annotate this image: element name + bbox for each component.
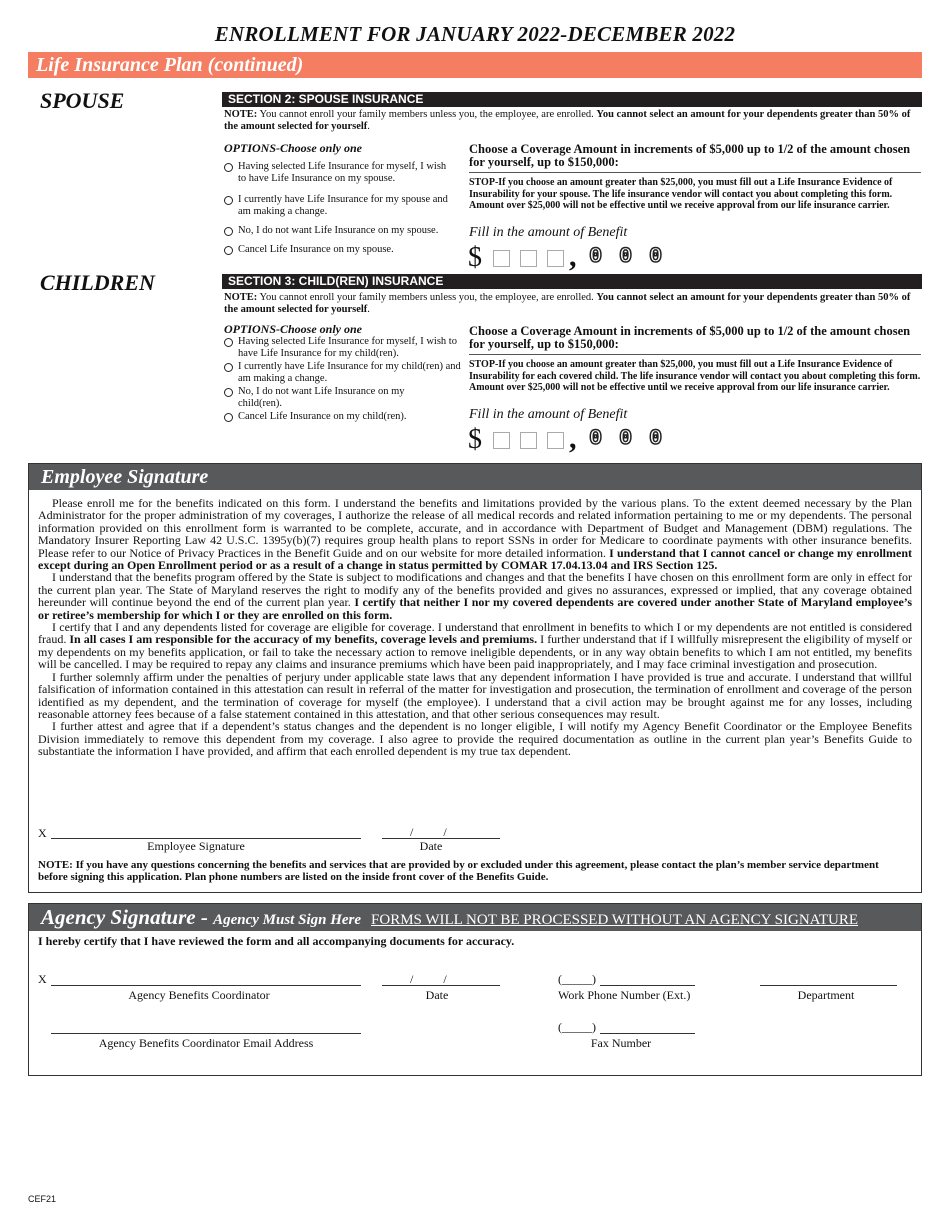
agency-signature-heading-bar <box>29 904 921 931</box>
children-stop-text: STOP-If you choose an amount greater than $25,000, you must fill out a Life Insurance Evidence of Insurability for each covered child. The life insurance vendor will contact you about completing this form. Amount over $25,000 will not be effective until we receive approval from our life insurance carrier. <box>469 359 921 393</box>
phone-paren: (_____) <box>558 972 596 986</box>
radio-icon[interactable] <box>224 338 233 347</box>
radio-icon[interactable] <box>224 388 233 397</box>
fax-paren: (_____) <box>558 1020 596 1034</box>
page-title: ENROLLMENT FOR JANUARY 2022-DECEMBER 2022 <box>214 22 736 46</box>
children-choose-text: Choose a Coverage Amount in increments of $5,000 up to 1/2 of the amount chosen for yourself, up to $150,000: <box>469 325 921 355</box>
employee-attestation-text <box>38 497 912 758</box>
spouse-option-4[interactable] <box>222 244 454 256</box>
zero-digit: 0 <box>589 426 603 451</box>
agency-subheading: Agency Must Sign Here <box>213 912 362 928</box>
digit-box[interactable] <box>520 432 537 449</box>
paragraph-bold: I understand that I cannot cancel or change my enrollment except during an Open Enrollment period or as a result of a change in status permitted by COMAR 17.04.13.04 and IRS Section 125. <box>38 545 912 573</box>
spouse-section-bar: SECTION 2: SPOUSE INSURANCE <box>222 92 922 107</box>
children-option-4[interactable] <box>222 411 462 423</box>
employee-x-mark: X <box>38 826 47 840</box>
radio-icon[interactable] <box>224 246 233 255</box>
comma: , <box>569 422 577 455</box>
children-benefit-amount <box>468 422 678 455</box>
paragraph-text: Please enroll me for the benefits indicated on this form. I understand the benefits and limitations provided by the various plans. To the extent deemed necessary by the Plan Administrator for the proper administration of my coverages, I authorize the release of all medical records and related information pertaining to me or my dependents. The personal information provided on this enrollment form is warranted to be complete, accurate, and in accordance with Department of Budget and Management (DBM) regulations. The Mandatory Insurer Reporting Law 42 U.S.C. 1395y(b)(7) requires group health plans to report SSNs in order for Medicare to coordinate payments with other insurance benefits. Please refer to our Notice of Privacy Practices in the Benefit Guide and on our website for more detailed information. <box>38 496 912 560</box>
zero-digit: 0 <box>649 244 663 269</box>
option-label: I currently have Life Insurance for my spouse and am making a change. <box>238 194 448 217</box>
note-label: NOTE: <box>224 109 258 120</box>
radio-icon[interactable] <box>224 196 233 205</box>
children-option-2[interactable] <box>222 361 462 385</box>
children-section-bar: SECTION 3: CHILD(REN) INSURANCE <box>222 274 922 289</box>
note-text: You cannot enroll your family members unless you, the employee, are enrolled. <box>257 292 597 303</box>
option-label: No, I do not want Life Insurance on my spouse. <box>238 225 439 236</box>
spouse-option-3[interactable] <box>222 225 454 237</box>
spouse-choose-text: Choose a Coverage Amount in increments of $5,000 up to 1/2 of the amount chosen for yourself, up to $150,000: <box>469 143 921 173</box>
spouse-option-1[interactable] <box>222 161 454 185</box>
agency-coordinator-line[interactable] <box>51 975 361 986</box>
radio-icon[interactable] <box>224 363 233 372</box>
employee-signature-heading: Employee Signature <box>29 464 921 490</box>
employee-signature-line[interactable] <box>51 828 361 839</box>
paragraph <box>38 671 912 721</box>
coordinator-email-line[interactable] <box>51 1023 361 1034</box>
paragraph <box>38 621 912 671</box>
fax-number-caption: Fax Number <box>590 1036 652 1050</box>
fax-number-line[interactable] <box>600 1023 695 1034</box>
children-option-3[interactable] <box>222 386 442 410</box>
radio-icon[interactable] <box>224 413 233 422</box>
employee-date-caption: Date <box>419 839 443 853</box>
note-label: NOTE: <box>224 292 258 303</box>
date-slashes: / / <box>410 825 447 839</box>
spouse-fill-label: Fill in the amount of Benefit <box>469 225 628 240</box>
paragraph <box>38 571 912 621</box>
agency-x-mark: X <box>38 972 47 986</box>
employee-note: NOTE: If you have any questions concerning the benefits and services that are provided by or excluded under this agreement, please contact the plan’s member service department before signing this application. Plan phone numbers are listed on the inside front cover of the Benefits Guide. <box>38 859 879 883</box>
spouse-stop-text: STOP-If you choose an amount greater than $25,000, you must fill out a Life Insurance Evidence of Insurability for your spouse. The life insurance vendor will contact you about completing this form. Amount over $25,000 will not be effective until we receive approval from our life insurance carrier. <box>469 177 893 211</box>
agency-warning: FORMS WILL NOT BE PROCESSED WITHOUT AN AGENCY SIGNATURE <box>371 912 859 928</box>
paragraph-bold: In all cases I am responsible for the accuracy of my benefits, coverage levels and premiums. <box>66 632 538 647</box>
note-bold: You cannot select an amount for your dependents greater than 50% of the amount selected for yourself <box>224 292 911 315</box>
agency-coordinator-caption: Agency Benefits Coordinator <box>128 988 270 1002</box>
agency-heading: Agency Signature - <box>41 905 214 929</box>
option-label: Cancel Life Insurance on my child(ren). <box>238 411 407 422</box>
paragraph-text: I further solemnly affirm under the penalties of perjury under applicable state laws that any dependent information I have provided is true and accurate. I understand that willful falsification of information contained in this attestation can result in referral of the matter for investigation and prosecution, the termination of enrollment and coverage of the person identified as my dependent, and the termination of coverage for myself (the employee). I understand that a civil action may be brought against me for any losses, including reasonable attorney fees because of a false statement contained in this attestation, and that other serious consequences may result. <box>38 669 912 721</box>
digit-box[interactable] <box>547 250 564 267</box>
digit-box[interactable] <box>493 432 510 449</box>
plan-banner: Life Insurance Plan (continued) <box>28 52 922 78</box>
paragraph <box>38 720 912 757</box>
form-code: CEF21 <box>28 1194 57 1204</box>
digit-box[interactable] <box>520 250 537 267</box>
children-note <box>224 292 918 316</box>
digit-box[interactable] <box>547 432 564 449</box>
dollar-sign: $ <box>468 424 482 455</box>
department-caption: Department <box>797 988 855 1002</box>
zero-digit: 0 <box>619 426 633 451</box>
paragraph-text: I understand that the benefits program offered by the State is subject to modifications and changes and that the benefits I have chosen on this enrollment form are only in effect for the current plan year. The State of Maryland reserves the right to modify any of the benefits provided and gives no assurances, expressed or implied, that any coverage obtained hereunder will continue beyond the end of the current plan year. <box>38 570 912 610</box>
paragraph-bold: I certify that neither I nor my covered dependents are covered under another State of Maryland employee’s or retiree’s membership for which I or they are enrolled on this form. <box>38 595 912 622</box>
date-slashes: / / <box>410 972 447 986</box>
zero-digit: 0 <box>589 244 603 269</box>
agency-date-caption: Date <box>425 988 449 1002</box>
paragraph-text: I certify that I and any dependents listed for coverage are eligible for coverage. I understand that enrollment in benefits to which I or my dependents are not entitled is considered fraud. <box>38 620 912 647</box>
department-line[interactable] <box>760 975 897 986</box>
spouse-benefit-amount <box>468 240 678 273</box>
radio-icon[interactable] <box>224 227 233 236</box>
note-text: You cannot enroll your family members unless you, the employee, are enrolled. <box>257 109 597 120</box>
option-label: Having selected Life Insurance for myself, I wish to have Life Insurance for my child(ren). <box>238 336 457 359</box>
option-label: I currently have Life Insurance for my child(ren) and am making a change. <box>238 361 461 384</box>
spouse-label: SPOUSE <box>40 88 125 113</box>
zero-digit: 0 <box>649 426 663 451</box>
option-label: No, I do not want Life Insurance on my child(ren). <box>238 386 405 409</box>
zero-digit: 0 <box>619 244 633 269</box>
option-label: Having selected Life Insurance for myself, I wish to have Life Insurance on my spouse. <box>238 161 447 184</box>
spouse-note <box>224 109 918 133</box>
comma: , <box>569 240 577 273</box>
agency-certify-text: I hereby certify that I have reviewed the form and all accompanying documents for accuracy. <box>38 934 515 948</box>
work-phone-caption: Work Phone Number (Ext.) <box>558 988 691 1002</box>
option-label: Cancel Life Insurance on my spouse. <box>238 244 394 255</box>
children-fill-label: Fill in the amount of Benefit <box>469 407 628 422</box>
note-end: . <box>367 304 370 315</box>
paragraph-text: I further attest and agree that if a dependent’s status changes and the dependent is no longer eligible, I will notify my Agency Benefit Coordinator or the Employee Benefits Division immediately to remove this dependent from my coverage. I also agree to provide the required documentation as outline in the current plan year’s Benefits Guide to substantiate the information I have provided, and affirm that each enrolled dependent is my true tax dependent. <box>38 719 912 759</box>
children-label: CHILDREN <box>40 270 155 295</box>
children-option-1[interactable] <box>222 336 462 360</box>
radio-icon[interactable] <box>224 163 233 172</box>
employee-signature-caption: Employee Signature <box>147 839 245 853</box>
coordinator-email-caption: Agency Benefits Coordinator Email Address <box>98 1036 314 1050</box>
children-options-heading: OPTIONS-Choose only one <box>224 322 363 336</box>
note-end: . <box>367 121 370 132</box>
work-phone-line[interactable] <box>600 975 695 986</box>
spouse-options-heading: OPTIONS-Choose only one <box>224 141 363 155</box>
spouse-option-2[interactable] <box>222 194 454 218</box>
paragraph-text: I further understand that if I willfully misrepresent the eligibility of myself or my dependents on my benefits application, or fail to take the necessary action to remove ineligible dependents, or in any way obtain benefits to which I am not entitled, my benefits will be cancelled. I may be required to repay any claims and insurance premiums which have been paid inappropriately, and I may face criminal investigation and prosecution. <box>38 632 912 672</box>
digit-box[interactable] <box>493 250 510 267</box>
paragraph <box>38 497 912 571</box>
note-bold: You cannot select an amount for your dependents greater than 50% of the amount selected for yourself <box>224 109 911 132</box>
dollar-sign: $ <box>468 242 482 273</box>
